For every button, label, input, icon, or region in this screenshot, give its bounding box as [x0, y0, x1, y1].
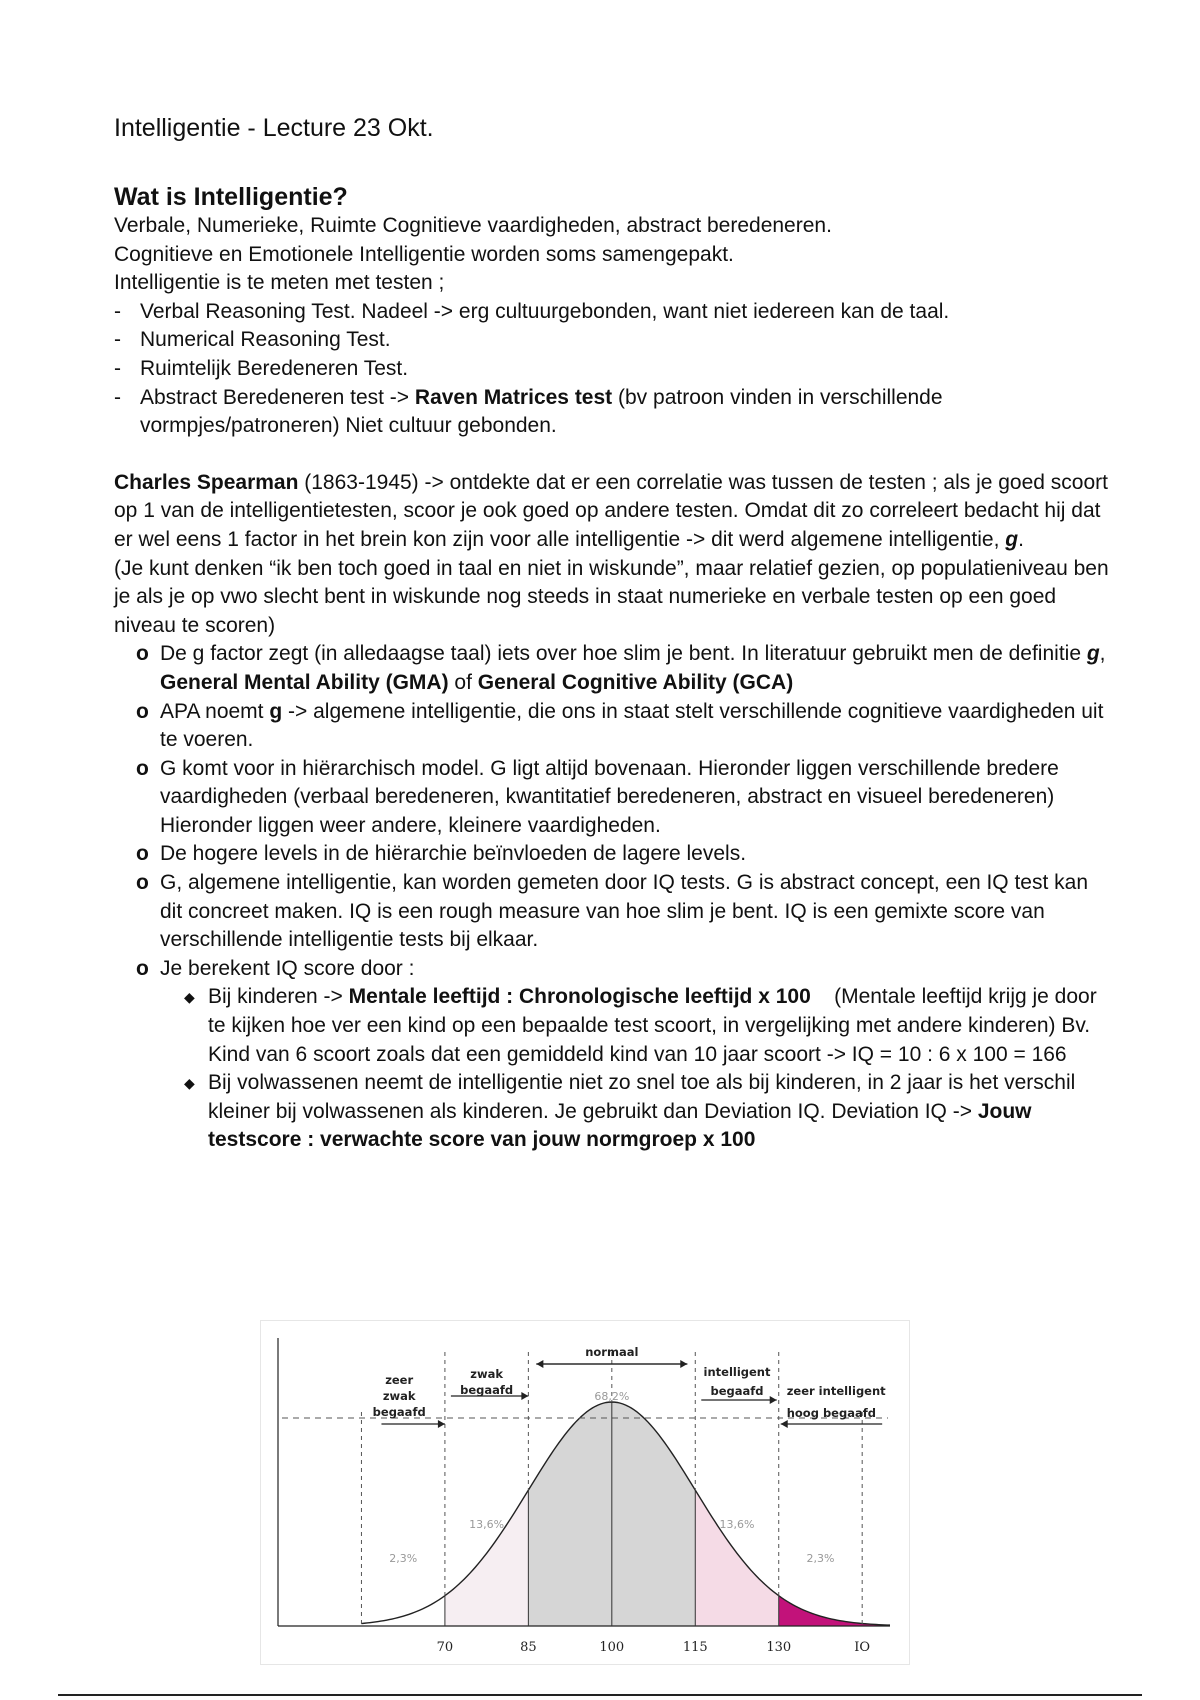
g-factor-item: o G komt voor in hiërarchisch model. G ligt altijd bovenaan. Hieronder liggen verschillende bredere vaardigheden (verbaal beredeneren, kwantitatief beredeneren, abstract en visueel beredeneren) Hieronder liggen weer andere, kleinere vaardigheden. — [136, 755, 1114, 841]
arrow-zeer-intelligent-head — [781, 1420, 788, 1428]
section-heading: Wat is Intelligentie? — [114, 183, 348, 211]
formula-children: Mentale leeftijd : Chronologische leeftijd x 100 — [348, 985, 811, 1009]
g-factor-item — [136, 640, 1114, 697]
g-symbol: g — [269, 699, 283, 723]
test-text: Abstract Beredeneren test -> — [140, 385, 415, 409]
arrow-intelligent-head — [770, 1396, 777, 1404]
page-title: Intelligentie - Lecture 23 Okt. — [114, 114, 434, 142]
test-text: (bv patroon vinden in verschillende vormpjes/patroneren) Niet cultuur gebonden. — [140, 385, 943, 438]
category-label: intelligent — [703, 1365, 771, 1379]
item-text: Bij kinderen -> — [208, 985, 349, 1009]
x-tick-label: 85 — [520, 1640, 537, 1655]
percent-label: 2,3% — [389, 1552, 418, 1565]
test-item — [114, 384, 1114, 441]
category-label: normaal — [585, 1345, 639, 1359]
percent-label: 13,6% — [719, 1518, 755, 1531]
arrow-normaal-left-head — [536, 1360, 543, 1368]
x-tick-label: 70 — [436, 1640, 454, 1655]
item-text: , — [1099, 642, 1106, 666]
iq-distribution-figure — [260, 1320, 910, 1665]
category-label: zwak — [382, 1389, 416, 1403]
category-label: zeer — [385, 1373, 414, 1387]
item-text: Bij volwassenen neemt de intelligentie niet zo snel toe als bij kinderen, in 2 jaar is het verschil kleiner bij volwassenen als kinderen. Je gebruikt dan Deviation IQ. Deviation IQ -> — [208, 1071, 1076, 1123]
formula-adults: Jouw testscore : verwachte score van jouw normgroep x 100 — [208, 1099, 1032, 1152]
category-label: hoog begaafd — [786, 1406, 876, 1420]
category-label: begaafd — [372, 1405, 426, 1419]
g-symbol: g — [1086, 642, 1100, 666]
x-tick-label: 100 — [599, 1640, 625, 1655]
g-factor-list — [136, 640, 1114, 1155]
iq-method-item — [184, 983, 1114, 1069]
arrow-zeer-zwak-head — [438, 1420, 445, 1428]
percent-label: 2,3% — [806, 1552, 835, 1565]
spearman-text: (1863-1945) -> ontdekte dat er een correlatie was tussen de testen ; als je goed scoort op 1 van de intelligentietesten, scoor je ook goed op andere testen. Omdat dit zo correleert bedacht hij dat er wel eens 1 factor in het brein kon zijn voor alle intelligentie -> dit werd algemene intelligentie, — [114, 470, 1108, 551]
item-text: -> algemene intelligentie, die ons in staat stelt verschillende cognitieve vaardigheden uit te voeren. — [160, 699, 1104, 752]
page-divider — [58, 1694, 1142, 1696]
intro-line: Intelligentie is te meten met testen ; — [114, 271, 445, 295]
arrow-zwak-head — [521, 1392, 528, 1400]
intro-line: Cognitieve en Emotionele Intelligentie worden soms samengepakt. — [114, 242, 734, 266]
g-factor-item: o G, algemene intelligentie, kan worden gemeten door IQ tests. G is abstract concept, een IQ test kan dit concreet maken. IQ is een rough measure van hoe slim je bent. IQ is een gemixte score van verschillende intelligentie tests bij elkaar. — [136, 869, 1114, 955]
test-list — [114, 298, 1114, 441]
category-label: zwak — [470, 1367, 504, 1381]
g-factor-item: o De hogere levels in de hiërarchie beïnvloeden de lagere levels. — [136, 840, 1114, 869]
category-label: begaafd — [460, 1383, 514, 1397]
category-label: begaafd — [710, 1384, 764, 1398]
test-item: - Numerical Reasoning Test. — [114, 326, 1114, 355]
item-text: De g factor zegt (in alledaagse taal) iets over hoe slim je bent. In literatuur gebruikt men de definitie — [160, 642, 1087, 666]
intro-line: Verbale, Numerieke, Ruimte Cognitieve vaardigheden, abstract beredeneren. — [114, 214, 832, 237]
test-item: - Verbal Reasoning Test. Nadeel -> erg cultuurgebonden, want niet iedereen kan de taal. — [114, 298, 1114, 327]
gca-term: General Cognitive Ability (GCA) — [477, 670, 794, 694]
spearman-note: (Je kunt denken “ik ben toch goed in taal en niet in wiskunde”, maar relatief gezien, op populatieniveau ben je als je op vwo slecht bent in wiskunde nog steeds in staat numerieke en verbale testen op een goed niveau te scoren) — [114, 556, 1109, 637]
item-text: APA noemt — [160, 699, 270, 723]
notes-body — [114, 182, 1114, 1155]
g-symbol: g — [1005, 527, 1019, 551]
spearman-name: Charles Spearman — [114, 470, 299, 494]
category-label: zeer intelligent — [786, 1384, 886, 1398]
test-item: - Ruimtelijk Beredeneren Test. — [114, 355, 1114, 384]
x-tick-label: 130 — [766, 1640, 792, 1655]
iq-method-item — [184, 1069, 1114, 1155]
x-tick-label: IO — [854, 1640, 871, 1655]
item-text: Je berekent IQ score door : — [160, 956, 415, 980]
gma-term: General Mental Ability (GMA) — [160, 670, 449, 694]
iq-distribution-chart — [260, 1320, 910, 1665]
spearman-dot: . — [1018, 527, 1024, 551]
iq-method-list — [184, 983, 1114, 1155]
g-factor-item — [136, 955, 1114, 1155]
spearman-paragraph — [114, 469, 1114, 555]
percent-label: 68,2% — [594, 1390, 630, 1403]
item-text: (Mentale leeftijd krijg je door te kijken hoe ver een kind op een bepaalde test scoort, in vergelijking met andere kinderen) Bv. Kind van 6 scoort zoals dat een gemiddeld kind van 10 jaar scoort -> IQ = 10 : 6 x 100 = 166 — [208, 985, 1103, 1066]
region-4 — [779, 1596, 890, 1626]
spacer — [114, 441, 1114, 469]
item-text: of — [448, 670, 478, 694]
x-tick-label: 115 — [682, 1640, 708, 1655]
raven-term: Raven Matrices test — [414, 385, 613, 409]
percent-label: 13,6% — [469, 1518, 505, 1531]
g-factor-item — [136, 698, 1114, 755]
